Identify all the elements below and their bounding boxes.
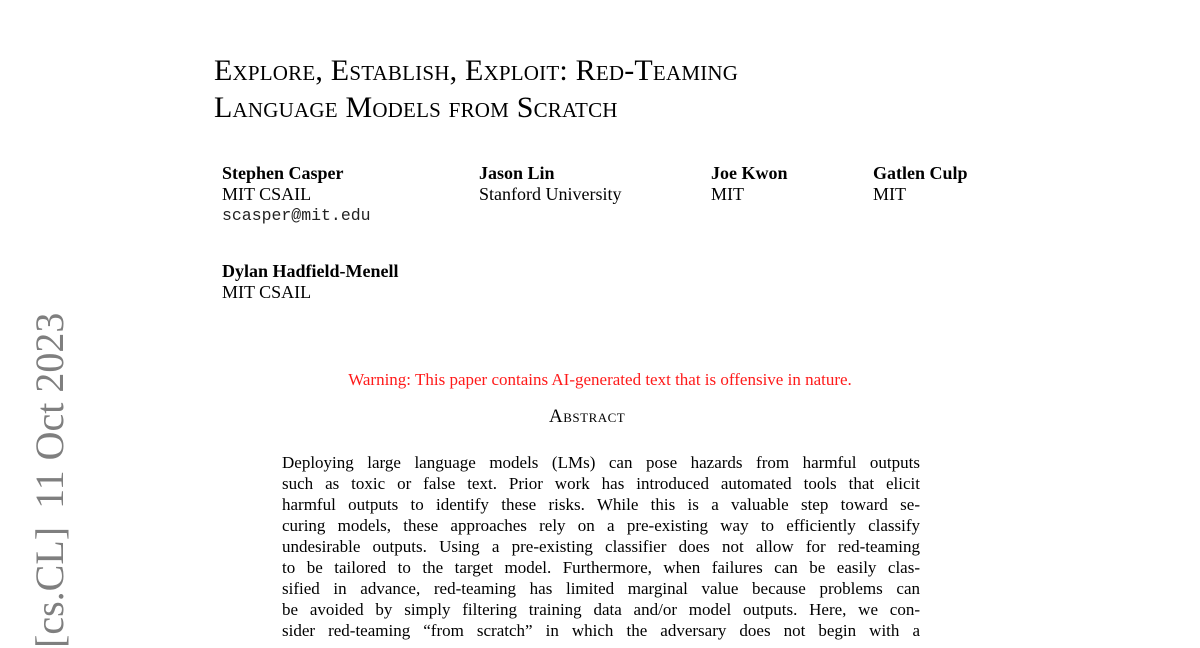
abstract-line: sider red-teaming “from scratch” in which the adversary does not begin with a — [282, 621, 920, 640]
author-name: Dylan Hadfield-Menell — [222, 261, 399, 281]
author-affiliation: MIT — [873, 184, 906, 204]
abstract-body — [282, 452, 920, 641]
abstract-line: Deploying large language models (LMs) can pose hazards from harmful outputs — [282, 453, 920, 472]
author-affiliation: MIT — [711, 184, 744, 204]
abstract-line: curing models, these approaches rely on a pre-existing way to efficiently classify — [282, 516, 920, 535]
author-block — [873, 163, 968, 205]
author-affiliation: MIT CSAIL — [222, 282, 312, 302]
abstract-line: be avoided by simply filtering training data and/or model outputs. Here, we con- — [282, 600, 920, 619]
arxiv-date: 11 Oct 2023 — [27, 312, 72, 509]
author-affiliation: Stanford University — [479, 184, 622, 204]
author-block — [222, 163, 371, 226]
author-email[interactable]: scasper@mit.edu — [222, 206, 371, 225]
content-warning — [0, 370, 1200, 390]
author-block — [479, 163, 621, 205]
abstract-line: undesirable outputs. Using a pre-existing classifier does not allow for red-teaming — [282, 537, 920, 556]
author-block — [222, 261, 399, 303]
abstract-line: harmful outputs to identify these risks. While this is a valuable step toward se- — [282, 495, 920, 514]
author-name: Stephen Casper — [222, 163, 344, 183]
warning-text: Warning: This paper contains AI-generated text that is offensive in nature. — [348, 370, 852, 389]
abstract-heading: Abstract — [549, 406, 626, 427]
abstract-line: such as toxic or false text. Prior work has introduced automated tools that elicit — [282, 474, 920, 493]
abstract-line: to be tailored to the target model. Furthermore, when failures can be easily clas- — [282, 558, 920, 577]
author-block — [711, 163, 788, 205]
title-line-2: Language Models from Scratch — [214, 91, 618, 124]
title-line-1: Explore, Establish, Exploit: Red-Teaming — [214, 54, 739, 87]
author-name: Gatlen Culp — [873, 163, 968, 183]
author-name: Joe Kwon — [711, 163, 788, 183]
arxiv-category: [cs.CL] — [27, 526, 72, 648]
author-name: Jason Lin — [479, 163, 555, 183]
author-affiliation: MIT CSAIL — [222, 184, 312, 204]
abstract-line: sified in advance, red-teaming has limited marginal value because problems can — [282, 579, 920, 598]
paper-title — [214, 52, 1114, 126]
arxiv-stamp — [27, 312, 72, 648]
